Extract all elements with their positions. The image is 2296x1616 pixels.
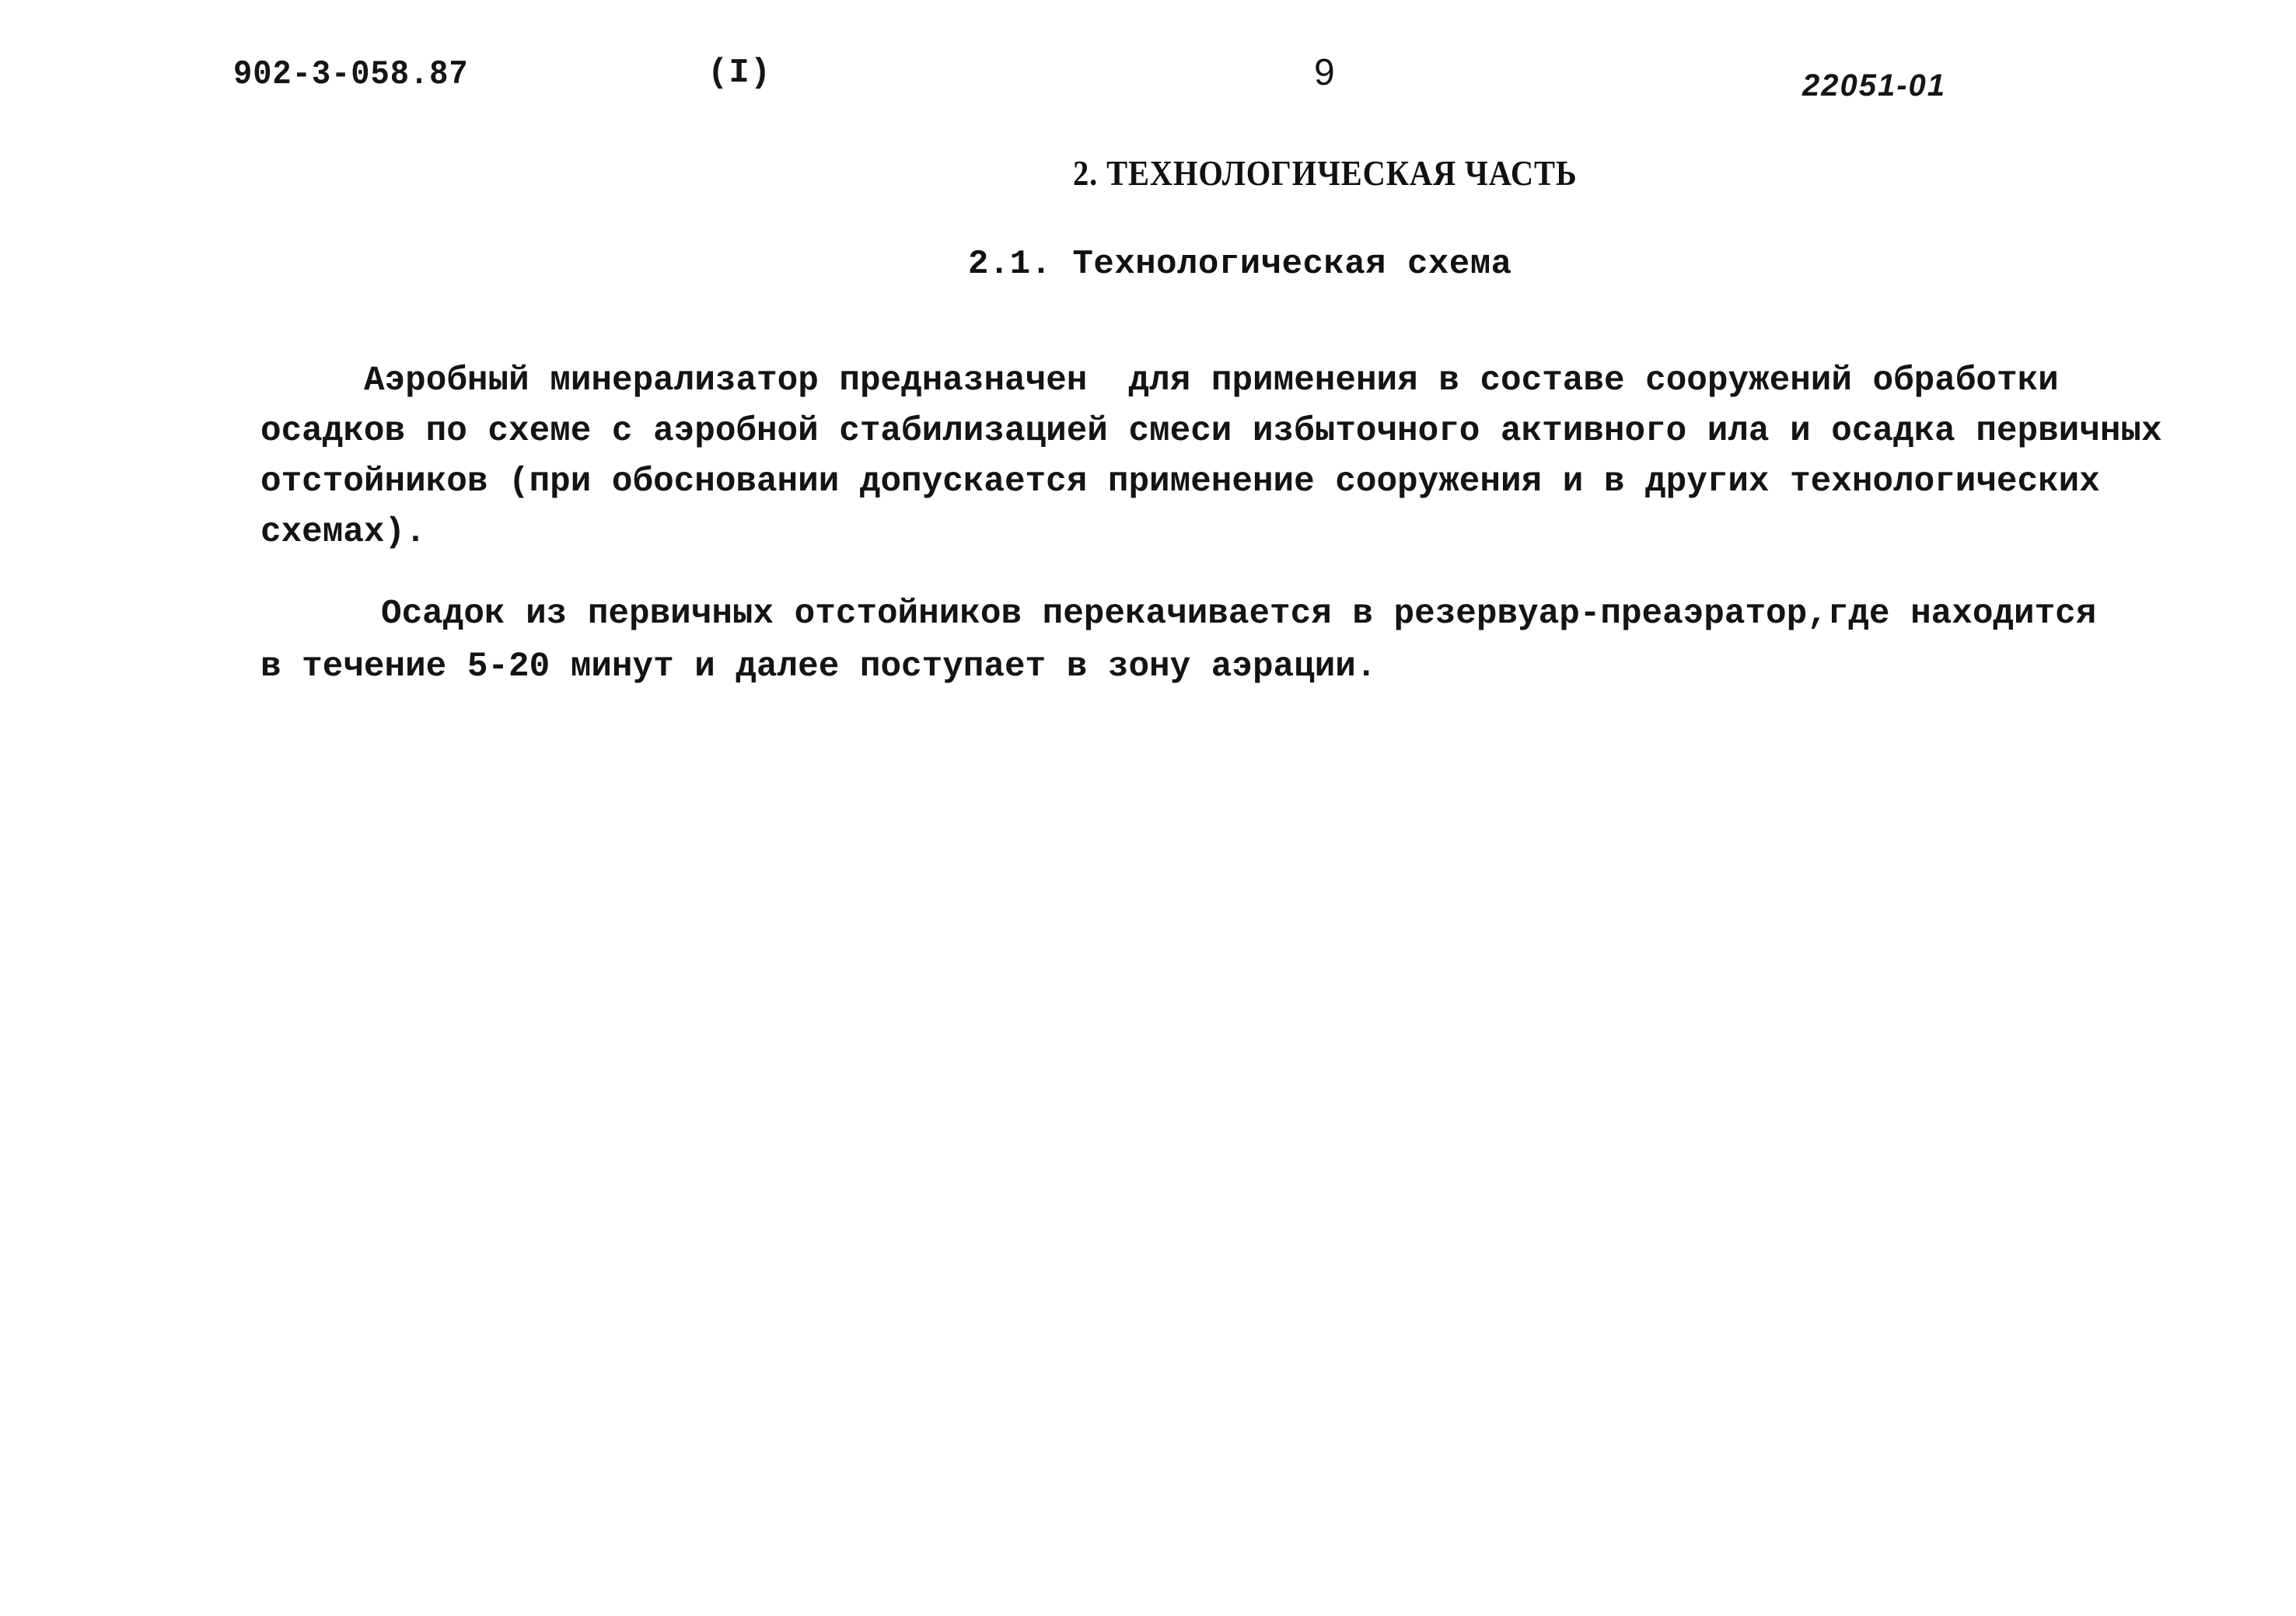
document-code: 902-3-058.87 bbox=[233, 55, 469, 94]
paragraph-line: Осадок из первичных отстойников перекачивается в резервуар-преаэратор,где находится bbox=[381, 595, 2097, 633]
paragraph-line: Аэробный минерализатор предназначен для применения в составе сооружений обработки bbox=[364, 361, 2059, 400]
inventory-number: 22051-01 bbox=[1802, 68, 1947, 103]
volume-number: (I) bbox=[708, 54, 772, 92]
section-title: 2. ТЕХНОЛОГИЧЕСКАЯ ЧАСТЬ bbox=[1073, 153, 1578, 193]
paragraph-line: осадков по схеме с аэробной стабилизацией смеси избыточного активного ила и осадка первичных bbox=[260, 412, 2162, 451]
subsection-title: 2.1. Технологическая схема bbox=[968, 245, 1512, 284]
page-number: 9 bbox=[1314, 52, 1336, 93]
paragraph-line: отстойников (при обосновании допускается применение сооружения и в других технологических bbox=[260, 462, 2100, 501]
paragraph-line: схемах). bbox=[260, 513, 426, 552]
paragraph-line: в течение 5-20 минут и далее поступает в зону аэрации. bbox=[260, 647, 1377, 686]
